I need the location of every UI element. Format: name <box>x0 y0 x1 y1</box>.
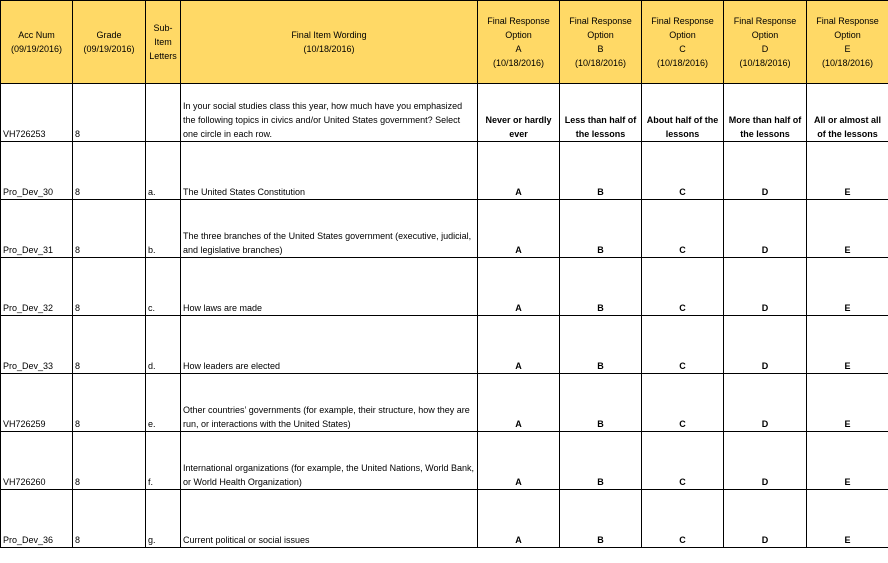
option-c-cell: About half of the lessons <box>642 84 724 142</box>
grade-cell: 8 <box>73 200 146 258</box>
sub-item-cell: a. <box>146 142 181 200</box>
table-row <box>1 84 888 142</box>
sub-item-cell: g. <box>146 490 181 548</box>
table-row <box>1 200 888 258</box>
wording-cell: The United States Constitution <box>181 142 478 200</box>
acc-num-cell: Pro_Dev_30 <box>1 142 73 200</box>
sub-item-cell: d. <box>146 316 181 374</box>
grade-cell: 8 <box>73 316 146 374</box>
option-c-cell: C <box>642 316 724 374</box>
option-e-cell: E <box>807 374 888 432</box>
wording-cell: How laws are made <box>181 258 478 316</box>
option-c-cell: C <box>642 200 724 258</box>
sub-item-cell <box>146 84 181 142</box>
option-e-cell: E <box>807 432 888 490</box>
option-a-cell: Never or hardly ever <box>478 84 560 142</box>
header-row <box>1 1 888 84</box>
option-d-cell: D <box>724 432 807 490</box>
sub-item-cell: f. <box>146 432 181 490</box>
option-a-cell: A <box>478 142 560 200</box>
table-row <box>1 374 888 432</box>
option-d-cell: D <box>724 316 807 374</box>
table-row <box>1 432 888 490</box>
grade-cell: 8 <box>73 490 146 548</box>
option-b-cell: B <box>560 200 642 258</box>
table-row <box>1 490 888 548</box>
header-option-e: Final Response Option E (10/18/2016) <box>807 1 888 84</box>
table-row <box>1 316 888 374</box>
acc-num-cell: Pro_Dev_32 <box>1 258 73 316</box>
table-row <box>1 258 888 316</box>
option-a-cell: A <box>478 316 560 374</box>
header-sub-item: Sub- Item Letters <box>146 1 181 84</box>
option-b-cell: B <box>560 374 642 432</box>
option-a-cell: A <box>478 374 560 432</box>
sub-item-cell: c. <box>146 258 181 316</box>
option-e-cell: E <box>807 316 888 374</box>
option-a-cell: A <box>478 432 560 490</box>
acc-num-cell: VH726259 <box>1 374 73 432</box>
option-b-cell: B <box>560 258 642 316</box>
wording-cell: International organizations (for example, the United Nations, World Bank, or World Health Organization) <box>181 432 478 490</box>
wording-cell: The three branches of the United States government (executive, judicial, and legislative branches) <box>181 200 478 258</box>
option-e-cell: E <box>807 142 888 200</box>
option-b-cell: B <box>560 432 642 490</box>
option-c-cell: C <box>642 490 724 548</box>
wording-cell: Other countries’ governments (for example, their structure, how they are run, or interactions with the United States) <box>181 374 478 432</box>
header-grade: Grade (09/19/2016) <box>73 1 146 84</box>
grade-cell: 8 <box>73 374 146 432</box>
option-b-cell: B <box>560 490 642 548</box>
header-acc-num: Acc Num (09/19/2016) <box>1 1 73 84</box>
grade-cell: 8 <box>73 432 146 490</box>
grade-cell: 8 <box>73 84 146 142</box>
sub-item-cell: e. <box>146 374 181 432</box>
wording-cell: Current political or social issues <box>181 490 478 548</box>
option-b-cell: B <box>560 316 642 374</box>
option-d-cell: D <box>724 142 807 200</box>
sub-item-cell: b. <box>146 200 181 258</box>
option-d-cell: D <box>724 258 807 316</box>
option-a-cell: A <box>478 200 560 258</box>
acc-num-cell: Pro_Dev_33 <box>1 316 73 374</box>
option-c-cell: C <box>642 432 724 490</box>
wording-cell: In your social studies class this year, how much have you emphasized the following topics in civics and/or United States government? Select one circle in each row. <box>181 84 478 142</box>
table-row <box>1 142 888 200</box>
grade-cell: 8 <box>73 142 146 200</box>
option-d-cell: More than half of the lessons <box>724 84 807 142</box>
option-b-cell: Less than half of the lessons <box>560 84 642 142</box>
acc-num-cell: VH726260 <box>1 432 73 490</box>
option-c-cell: C <box>642 142 724 200</box>
option-b-cell: B <box>560 142 642 200</box>
acc-num-cell: VH726253 <box>1 84 73 142</box>
header-option-c: Final Response Option C (10/18/2016) <box>642 1 724 84</box>
acc-num-cell: Pro_Dev_36 <box>1 490 73 548</box>
header-option-b: Final Response Option B (10/18/2016) <box>560 1 642 84</box>
option-e-cell: E <box>807 490 888 548</box>
option-e-cell: All or almost all of the lessons <box>807 84 888 142</box>
option-e-cell: E <box>807 200 888 258</box>
wording-cell: How leaders are elected <box>181 316 478 374</box>
acc-num-cell: Pro_Dev_31 <box>1 200 73 258</box>
option-c-cell: C <box>642 374 724 432</box>
option-d-cell: D <box>724 374 807 432</box>
grade-cell: 8 <box>73 258 146 316</box>
option-e-cell: E <box>807 258 888 316</box>
option-d-cell: D <box>724 200 807 258</box>
option-a-cell: A <box>478 258 560 316</box>
option-a-cell: A <box>478 490 560 548</box>
option-d-cell: D <box>724 490 807 548</box>
header-option-a: Final Response Option A (10/18/2016) <box>478 1 560 84</box>
option-c-cell: C <box>642 258 724 316</box>
header-option-d: Final Response Option D (10/18/2016) <box>724 1 807 84</box>
header-wording: Final Item Wording (10/18/2016) <box>181 1 478 84</box>
